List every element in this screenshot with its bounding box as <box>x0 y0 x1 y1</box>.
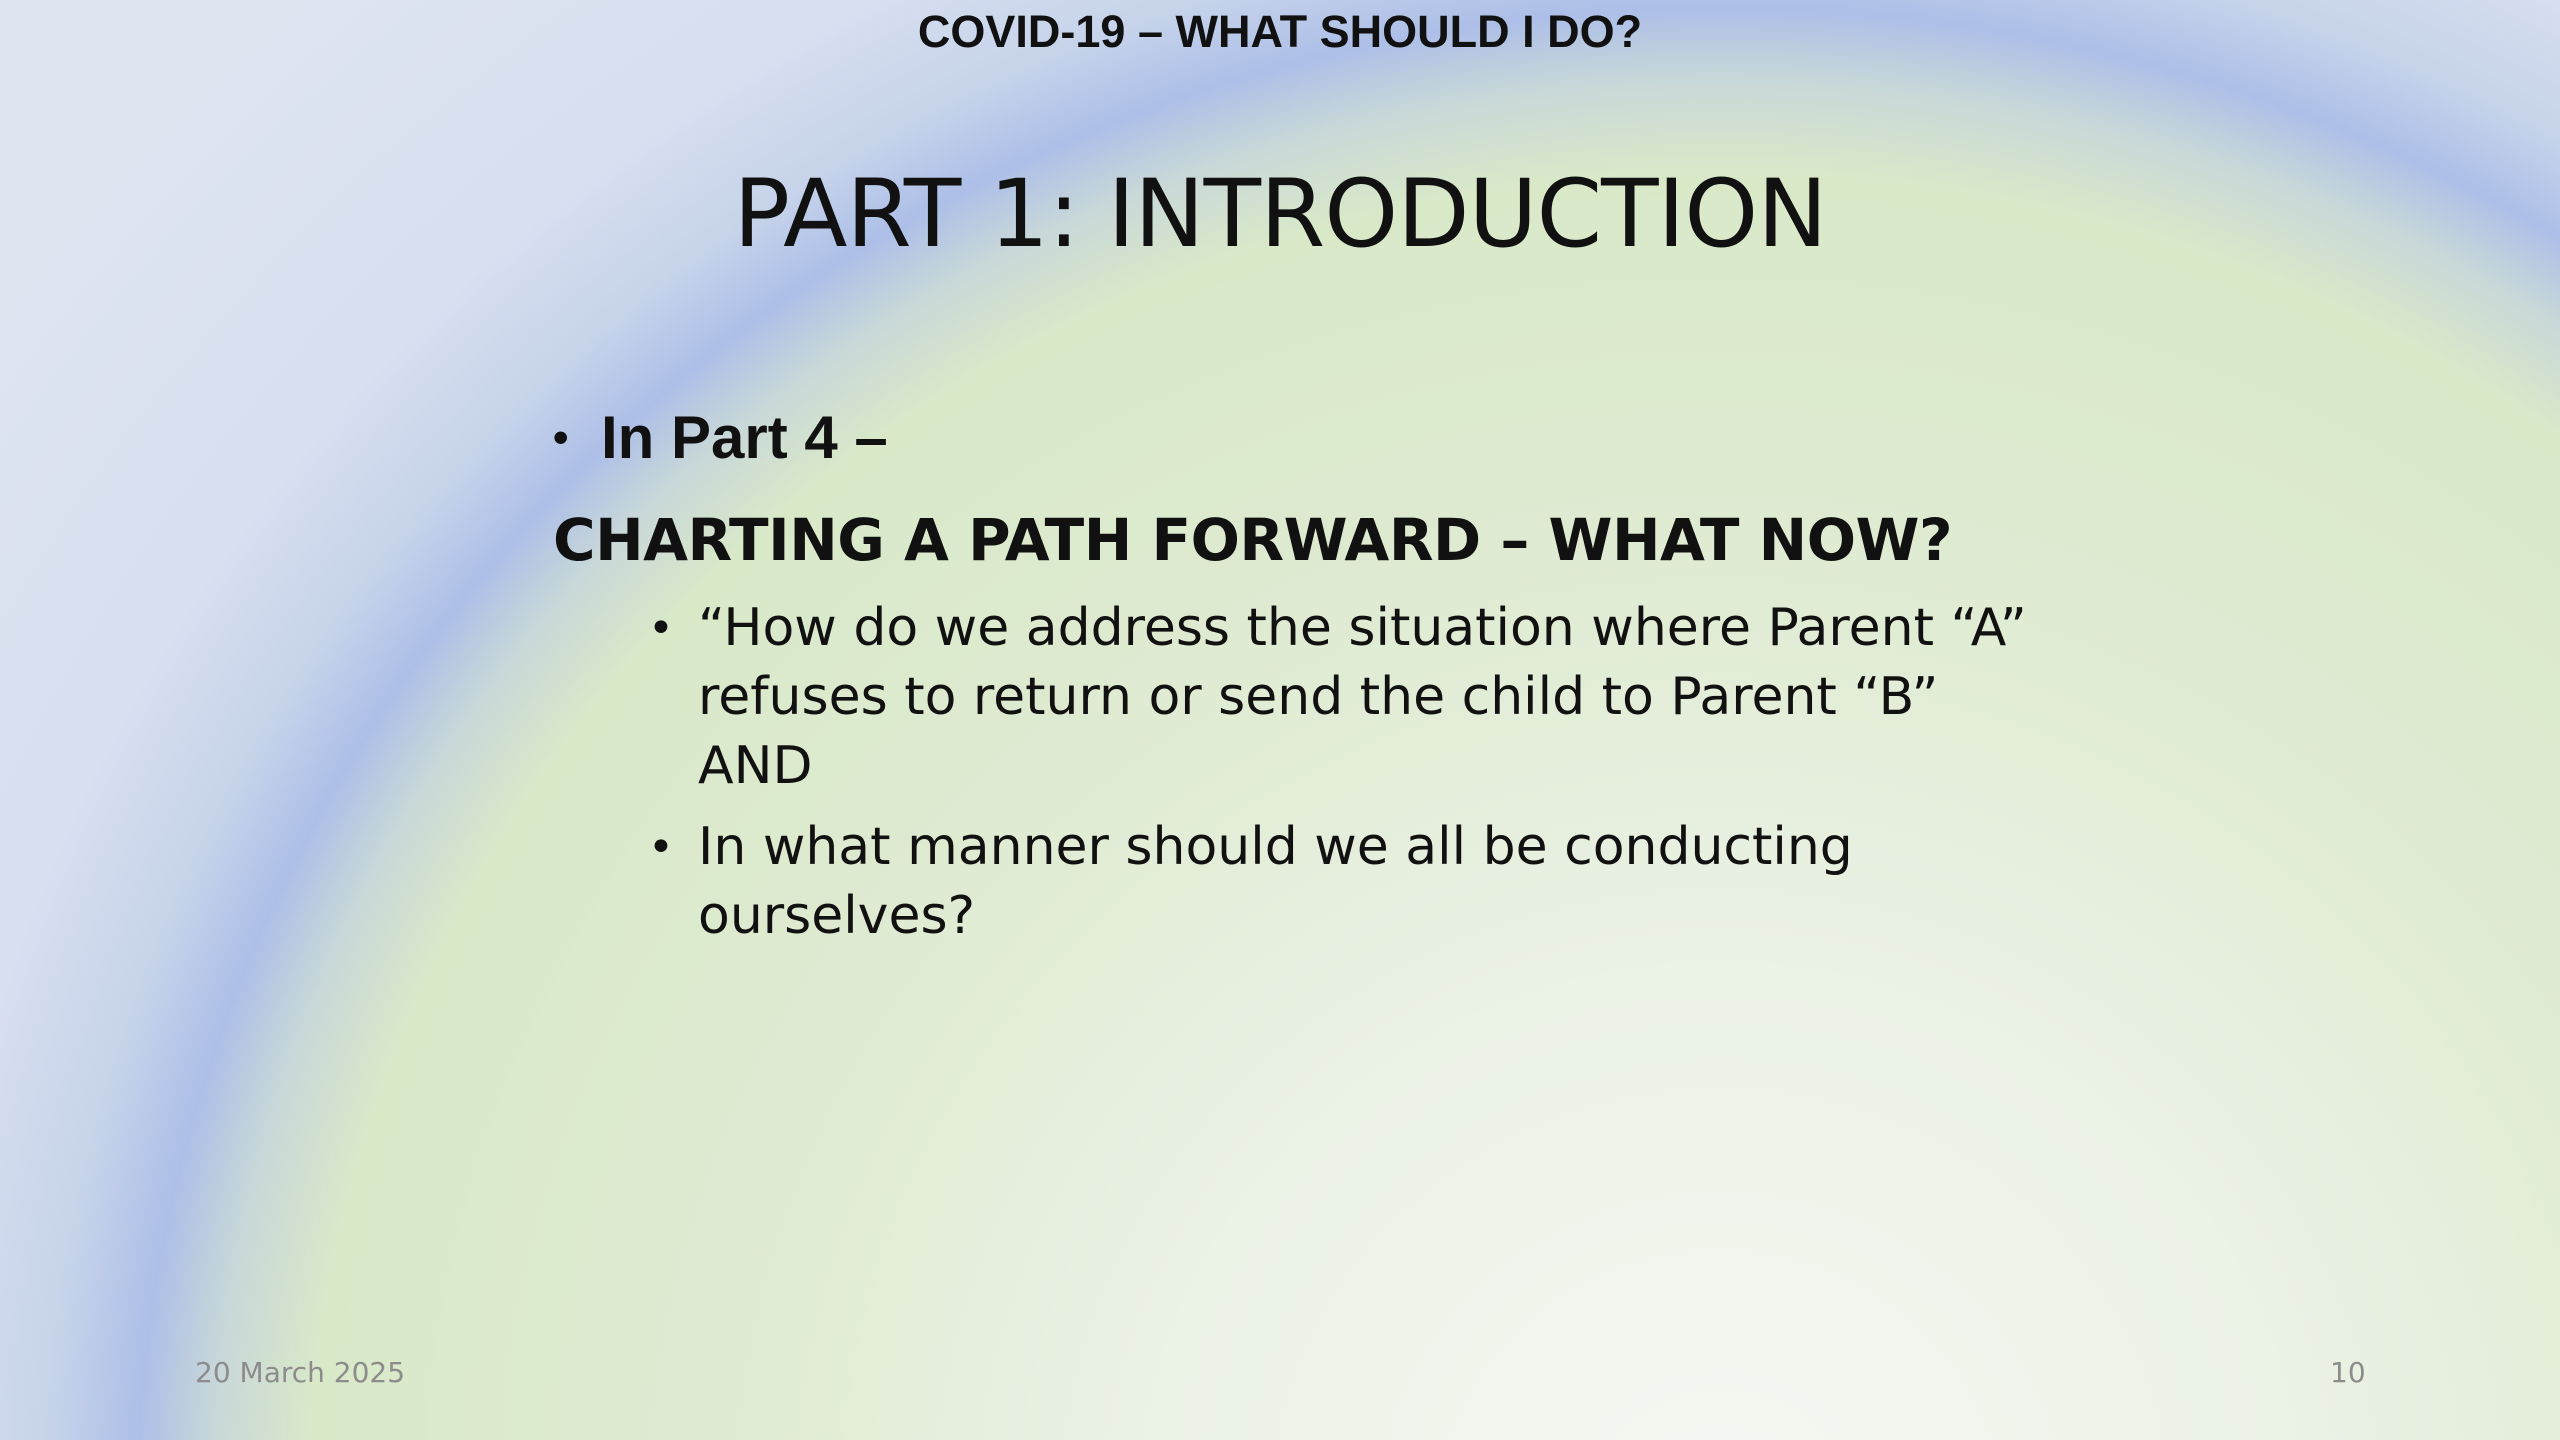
sub-bullet-line: In what manner should we all be conducting <box>698 817 1853 877</box>
presentation-header: COVID-19 – WHAT SHOULD I DO? <box>917 6 1643 57</box>
sub-bullet-item <box>648 594 2068 801</box>
bullet-dot-icon: • <box>648 822 674 873</box>
slide-title: PART 1: INTRODUCTION <box>733 160 1827 269</box>
sub-bullet-line: refuses to return or send the child to Parent “B” <box>698 667 1939 727</box>
bullet-level1 <box>553 402 888 474</box>
sub-bullet-line: “How do we address the situation where Parent “A” <box>698 598 2027 658</box>
sub-bullet-line: AND <box>698 736 813 796</box>
sub-bullet-line: ourselves? <box>698 886 976 946</box>
sub-bullet-item <box>648 813 2068 951</box>
footer-date: 20 March 2025 <box>195 1356 406 1389</box>
bullet-dot-icon: • <box>648 603 674 654</box>
section-subheading: CHARTING A PATH FORWARD – WHAT NOW? <box>553 506 1953 574</box>
bullet-level1-text: In Part 4 – <box>601 404 888 471</box>
sub-bullet-list <box>648 594 2068 963</box>
bullet-dot-icon: • <box>553 413 569 462</box>
slide-number: 10 <box>2330 1356 2366 1389</box>
